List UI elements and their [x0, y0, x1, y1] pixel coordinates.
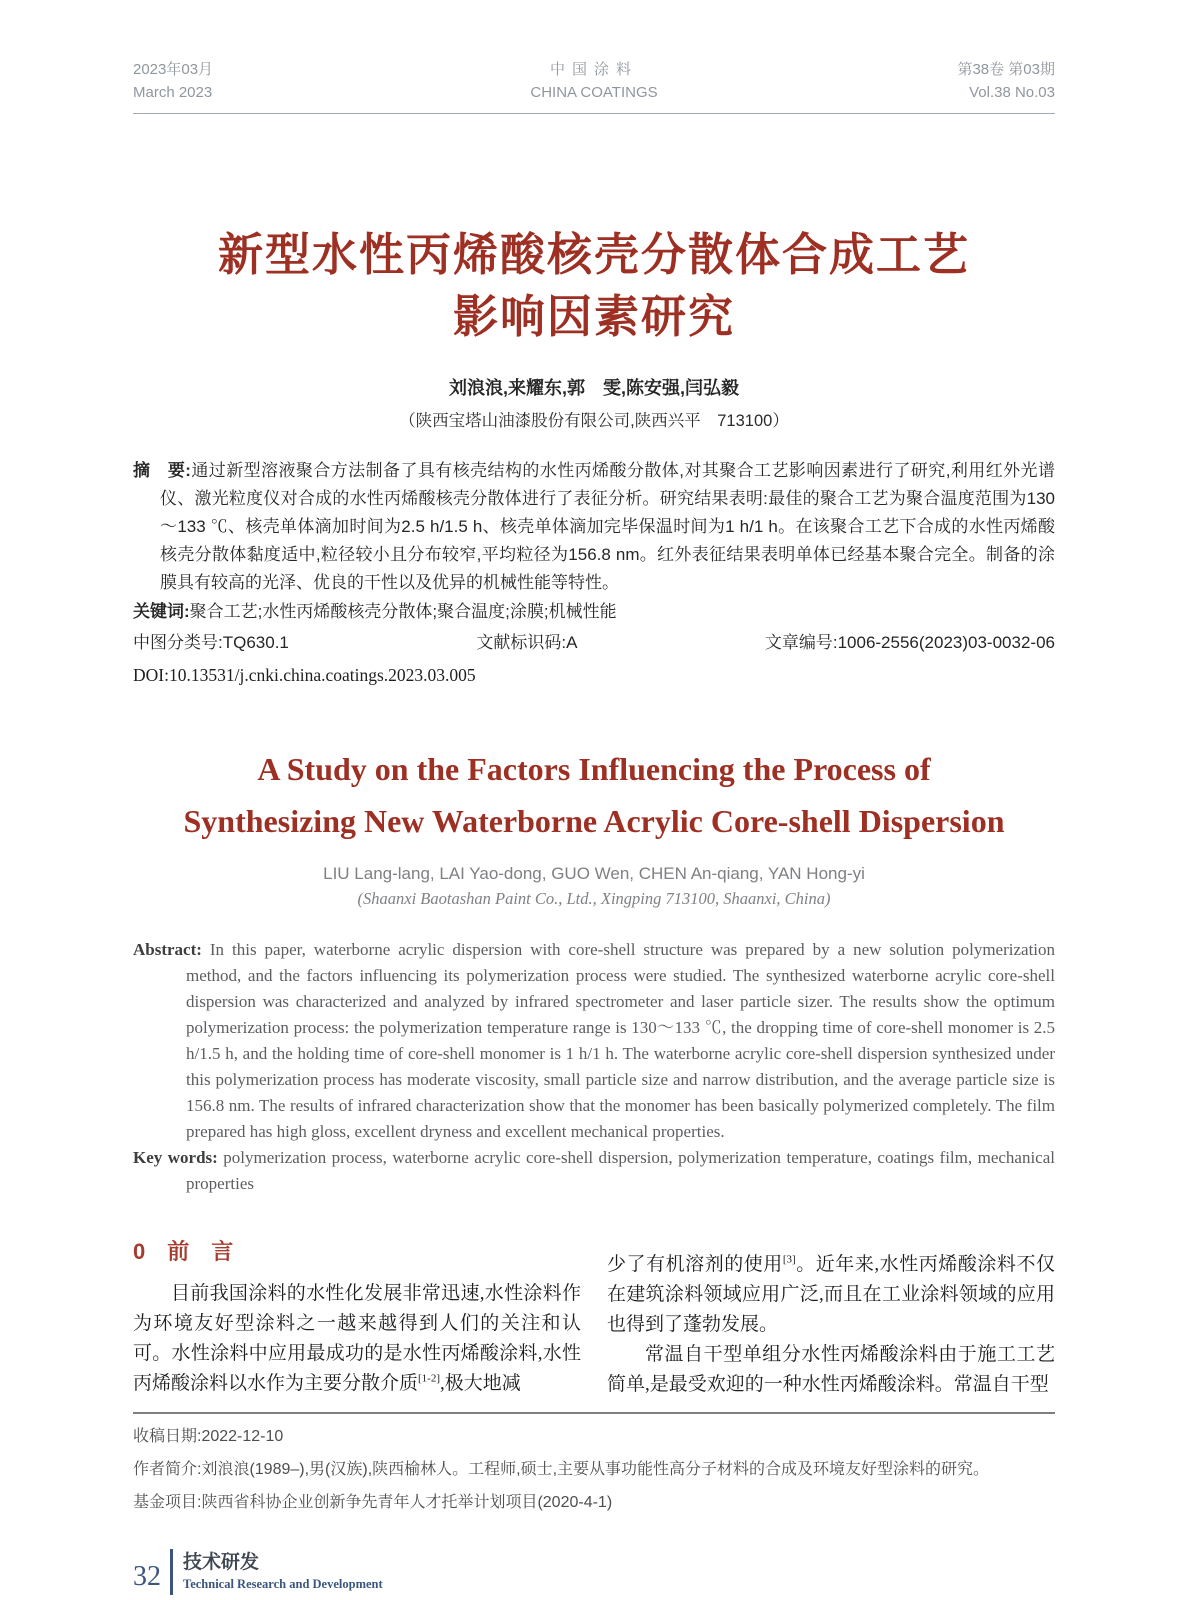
intro-column-left	[133, 1237, 581, 1400]
keywords-en	[133, 1145, 1055, 1197]
issue-date-cn: 2023年03月	[133, 61, 214, 78]
document-code	[476, 629, 577, 657]
footer-column-cn: 技术研发	[183, 1552, 260, 1573]
abstract-cn	[133, 457, 1055, 597]
footnotes	[133, 1414, 1055, 1519]
section-heading: 0 前 言	[133, 1239, 234, 1264]
authors-en: LIU Lang-lang, LAI Yao-dong, GUO Wen, CHEN An-qiang, YAN Hong-yi	[323, 864, 865, 883]
abstract-en-text: In this paper, waterborne acrylic dispersion with core-shell structure was prepared by a new solution polymerization method, and the factors influencing its polymerization process were studied. The synthesized waterborne acrylic core-shell dispersion was characterized and analyzed by infrared spectrometer and laser particle sizer. The results show the optimum polymerization process: the polymerization temperature range is 130～133 ℃, the dropping time of core-shell monomer is 2.5 h/1.5 h, and the holding time of core-shell monomer is 1 h/1 h. The waterborne acrylic core-shell dispersion synthesized under this polymerization process has moderate viscosity, small particle size and narrow distribution, and the average particle size is 156.8 nm. The results of infrared characterization show that the monomer has been basically polymerized completely. The film prepared has high gloss, excellent dryness and excellent mechanical properties.	[186, 940, 1056, 1141]
intro-paragraph-1	[133, 1279, 581, 1399]
fund-project-value: 陕西省科协企业创新争先青年人才托举计划项目(2020-4-1)	[201, 1494, 613, 1511]
footnote-fund-project	[133, 1486, 1055, 1519]
issue-date-en: March 2023	[133, 84, 213, 101]
intro-p1-tail: ,极大地减	[440, 1373, 521, 1394]
intro-paragraph-2: 常温自干型单组分水性丙烯酸涂料由于施工工艺简单,是最受欢迎的一种水性丙烯酸涂料。常温自干型	[607, 1344, 1055, 1395]
section-introduction	[133, 1237, 1055, 1400]
volume-issue-cn: 第38卷 第03期	[957, 61, 1055, 78]
citation-ref-1-2: [1-2]	[418, 1372, 441, 1385]
abstract-en	[133, 937, 1055, 1145]
article-title-en-line1: A Study on the Factors Influencing the Process of	[257, 751, 931, 787]
affiliation-en: (Shaanxi Baotashan Paint Co., Ltd., Xingping 713100, Shaanxi, China)	[357, 889, 831, 908]
clc-label: 中图分类号:	[133, 633, 223, 652]
abstract-cn-text: 通过新型溶液聚合方法制备了具有核壳结构的水性丙烯酸分散体,对其聚合工艺影响因素进行了研究,利用红外光谱仪、激光粒度仪对合成的水性丙烯酸核壳分散体进行了表征分析。研究结果表明:最佳的聚合工艺为聚合温度范围为130～133 ℃、核壳单体滴加时间为2.5 h/1.5 h、核壳单体滴加完毕保温时间为1 h/1 h。在该聚合工艺下合成的水性丙烯酸核壳分散体黏度适中,粒径较小且分布较窄,平均粒径为156.8 nm。红外表征结果表明单体已经基本聚合完全。制备的涂膜具有较高的光泽、优良的干性以及优异的机械性能等特性。	[160, 461, 1055, 592]
keywords-en-label: Key words:	[133, 1148, 218, 1167]
masthead-journal	[313, 58, 875, 104]
article-title-en-line2: Synthesizing New Waterborne Acrylic Core-shell Dispersion	[183, 803, 1005, 839]
affiliation-cn: （陕西宝塔山油漆股份有限公司,陕西兴平 713100）	[399, 412, 789, 430]
footer-column-en: Technical Research and Development	[183, 1577, 383, 1591]
intro-p1-text: 目前我国涂料的水性化发展非常迅速,水性涂料作为环境友好型涂料之一越来越得到人们的关注和认可。水性涂料中应用最成功的是水性丙烯酸涂料,水性丙烯酸涂料以水作为主要分散介质	[133, 1283, 581, 1394]
keywords-en-text: polymerization process, waterborne acrylic core-shell dispersion, polymerization temperature, coatings film, mechanical properties	[186, 1148, 1055, 1193]
footnote-received-date	[133, 1420, 1055, 1453]
document-code-label: 文献标识码:	[476, 633, 567, 652]
intro-paragraph-1-continued	[607, 1250, 1055, 1340]
author-bio-value: 刘浪浪(1989–),男(汉族),陕西榆林人。工程师,硕士,主要从事功能性高分子材料的合成及环境友好型涂料的研究。	[201, 1461, 990, 1478]
fund-project-label: 基金项目:	[133, 1494, 202, 1511]
keywords-cn-text: 聚合工艺;水性丙烯酸核壳分散体;聚合温度;涂膜;机械性能	[189, 602, 617, 621]
citation-ref-3: [3]	[782, 1253, 796, 1266]
masthead	[133, 58, 1055, 114]
footer-column-title	[183, 1551, 383, 1593]
journal-name-en: CHINA COATINGS	[530, 84, 658, 101]
article-title-en	[133, 743, 1055, 847]
keywords-cn	[133, 598, 1055, 626]
article-id-value: 1006-2556(2023)03-0032-06	[837, 633, 1055, 652]
meta-row	[133, 629, 1055, 657]
article-title-cn	[133, 224, 1055, 348]
keywords-cn-label: 关键词:	[133, 602, 190, 621]
intro-p1c-text: 少了有机溶剂的使用	[607, 1254, 783, 1275]
clc-value: TQ630.1	[222, 633, 289, 652]
footnote-author-bio	[133, 1453, 1055, 1486]
page-footer	[133, 1549, 1055, 1595]
masthead-issue	[875, 58, 1055, 104]
masthead-date	[133, 58, 313, 104]
journal-name-cn: 中国涂料	[549, 61, 638, 78]
abstract-cn-label: 摘 要:	[133, 461, 191, 480]
article-title-cn-line1: 新型水性丙烯酸核壳分散体合成工艺	[217, 229, 970, 280]
article-id	[765, 629, 1055, 657]
author-bio-label: 作者简介:	[133, 1461, 202, 1478]
article-id-label: 文章编号:	[764, 633, 838, 652]
received-date-label: 收稿日期:	[133, 1428, 202, 1445]
intro-p1c-tail: 。近年来,水性丙烯酸涂料不仅在建筑涂料领域应用广泛,而且在工业涂料领域的应用也得到了蓬勃发展。	[607, 1254, 1055, 1335]
doi: DOI:10.13531/j.cnki.china.coatings.2023.03.005	[133, 665, 476, 685]
authors-cn: 刘浪浪,来耀东,郭 雯,陈安强,闫弘毅	[448, 378, 739, 398]
abstract-en-label: Abstract:	[133, 940, 202, 959]
document-code-value: A	[566, 633, 578, 652]
clc-number	[133, 629, 289, 657]
received-date-value: 2022-12-10	[201, 1428, 284, 1445]
article-title-cn-line2: 影响因素研究	[452, 291, 735, 342]
page-number: 32	[133, 1561, 161, 1592]
footer-divider-bar	[170, 1549, 173, 1595]
intro-column-right	[607, 1237, 1055, 1400]
volume-issue-en: Vol.38 No.03	[969, 84, 1055, 101]
